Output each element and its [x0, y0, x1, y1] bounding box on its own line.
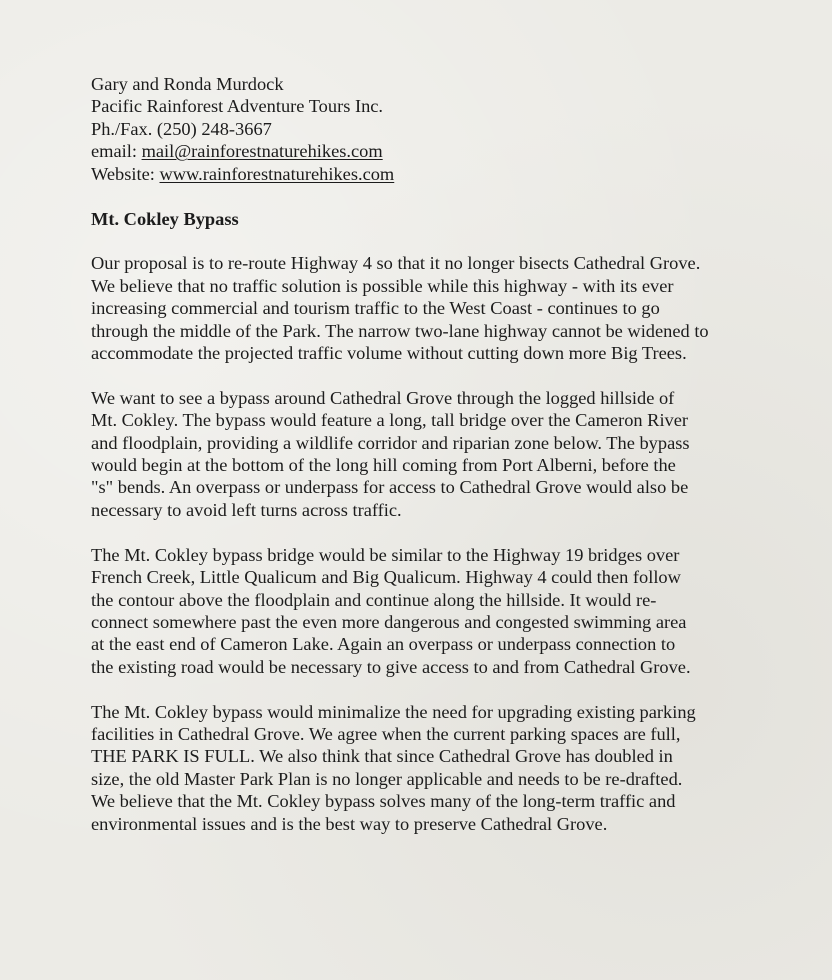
company-name: Pacific Rainforest Adventure Tours Inc. [91, 96, 384, 117]
email-link[interactable]: mail@rainforestnaturehikes.com [141, 141, 383, 162]
paragraph-line: Mt. Cokley. The bypass would feature a long, tall bridge over the Cameron River [91, 410, 689, 431]
paragraph-line: We believe that the Mt. Cokley bypass solves many of the long-term traffic and [91, 791, 676, 812]
website-line [91, 163, 791, 185]
paragraph-line: facilities in Cathedral Grove. We agree when the current parking spaces are full, [91, 723, 681, 744]
document-title: Mt. Cokley Bypass [91, 209, 239, 230]
email-label: email: [91, 141, 142, 162]
paragraph-line: necessary to avoid left turns across traffic. [91, 499, 402, 520]
paragraph-line: connect somewhere past the even more dangerous and congested swimming area [91, 611, 687, 632]
paragraph-line: THE PARK IS FULL. We also think that since Cathedral Grove has doubled in [91, 746, 673, 767]
paragraph-parking [91, 701, 791, 835]
paragraph-line: We believe that no traffic solution is possible while this highway - with its ever [91, 275, 674, 296]
paragraph-line: The Mt. Cokley bypass bridge would be similar to the Highway 19 bridges over [91, 544, 680, 565]
paragraph-line: The Mt. Cokley bypass would minimalize the need for upgrading existing parking [91, 701, 696, 722]
paragraph-line: the contour above the floodplain and continue along the hillside. It would re- [91, 589, 657, 610]
paragraph-line: the existing road would be necessary to give access to and from Cathedral Grove. [91, 656, 691, 677]
paragraph-line: would begin at the bottom of the long hill coming from Port Alberni, before the [91, 455, 676, 476]
paragraph-line: We want to see a bypass around Cathedral Grove through the logged hillside of [91, 387, 675, 408]
paragraph-line: environmental issues and is the best way to preserve Cathedral Grove. [91, 813, 608, 834]
contact-header [91, 73, 791, 185]
phone-fax: Ph./Fax. (250) 248-3667 [91, 118, 272, 139]
website-label: Website: [91, 163, 160, 184]
letter-page [91, 73, 791, 835]
email-line [91, 140, 791, 162]
paragraph-line: "s" bends. An overpass or underpass for access to Cathedral Grove would also be [91, 477, 689, 498]
paragraph-line: through the middle of the Park. The narrow two-lane highway cannot be widened to [91, 320, 709, 341]
paragraph-line: size, the old Master Park Plan is no longer applicable and needs to be re-drafted. [91, 768, 683, 789]
paragraph-line: at the east end of Cameron Lake. Again an overpass or underpass connection to [91, 634, 676, 655]
paragraph-proposal [91, 252, 791, 364]
paragraph-bridge [91, 544, 791, 678]
paragraph-line: Our proposal is to re-route Highway 4 so that it no longer bisects Cathedral Grove. [91, 253, 701, 274]
paragraph-line: French Creek, Little Qualicum and Big Qualicum. Highway 4 could then follow [91, 567, 681, 588]
sender-names: Gary and Ronda Murdock [91, 74, 284, 94]
paragraph-line: and floodplain, providing a wildlife corridor and riparian zone below. The bypass [91, 432, 690, 453]
paragraph-line: increasing commercial and tourism traffic to the West Coast - continues to go [91, 298, 660, 319]
paragraph-bypass-route [91, 387, 791, 521]
website-link[interactable]: www.rainforestnaturehikes.com [159, 163, 395, 184]
paragraph-line: accommodate the projected traffic volume without cutting down more Big Trees. [91, 343, 687, 364]
